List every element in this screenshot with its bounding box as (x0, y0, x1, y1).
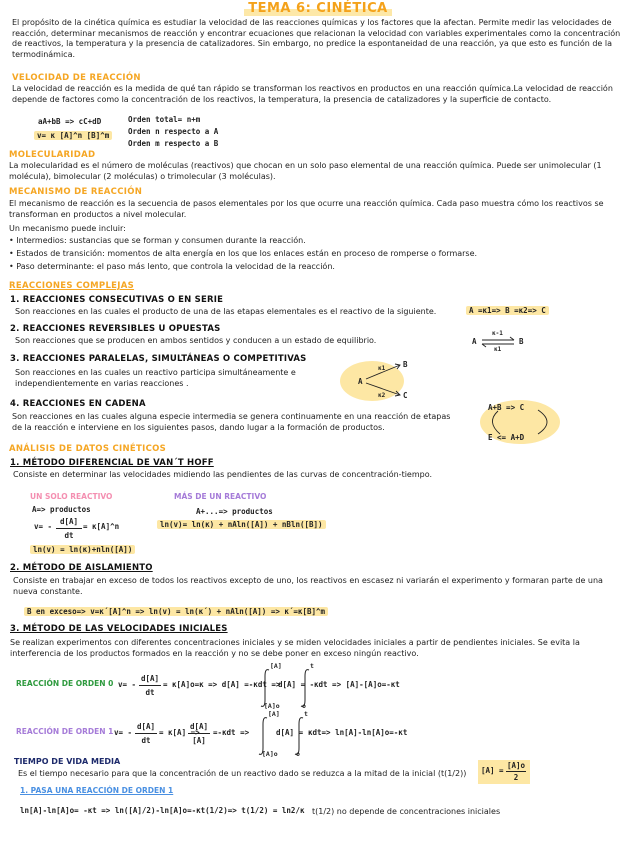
k2-label: κ2 (378, 392, 386, 399)
orden0-d-text: κdt => [A]-[A]o=-κt (314, 680, 400, 689)
molecularidad-heading: MOLECULARIDAD (9, 150, 96, 160)
half-life-left: [A] = (481, 766, 504, 775)
metodo1-text: Consiste en determinar las velocidades midiendo las pendientes de las curvas de concentración-tiempo. (13, 470, 433, 479)
orden1-bar2 (188, 733, 210, 734)
reversibles-title: 2. REACCIONES REVERSIBLES U OPUESTAS (10, 324, 221, 334)
consecutivas-diagram: A =κ1=> B =κ2=> C (466, 306, 549, 315)
vida-eq-text: ln[A]-ln[A]o= -κt => ln([A]/2)-ln[A]o=-κt(1/2)=> t(1/2) = ln2/κ (20, 806, 305, 815)
orden1-lim-bot: [A]o (262, 750, 278, 758)
metodo1-title: 1. MÉTODO DIFERENCIAL DE VAN´T HOFF (10, 458, 214, 468)
orden0-lim2-top: t (310, 662, 314, 670)
orden-n: Orden n respecto a A (128, 127, 219, 136)
orden1-label: REACCIÓN DE ORDEN 1 (16, 727, 114, 736)
metodo2-text: Consiste en trabajar en exceso de todos los reactivos excepto de uno, los reactivos en escasez ni variarán el experimento y formaran parte de una nueva constante. (13, 576, 603, 596)
solo-frac-bar (56, 528, 82, 529)
orden1-e: κdt=> ln[A]-ln[A]o=-κt (308, 728, 408, 737)
orden0-c: d[A] = - (278, 680, 315, 689)
orden0-bar (139, 685, 161, 686)
vida-sub: 1. PASA UNA REACCIÓN DE ORDEN 1 (20, 786, 174, 795)
half-life-bar (506, 771, 526, 772)
mecanismo-heading: MECANISMO DE REACCIÓN (9, 187, 143, 197)
metodo2-eq-text: B en exceso=> v=κ´[A]^n => ln(v) = ln(κ´) + nAln([A]) => κ´=κ[B]^m (24, 607, 328, 616)
mas-eq: A+...=> productos (196, 507, 273, 516)
k1-label: κ1 (378, 365, 386, 372)
half-life-den: 2 (513, 773, 519, 782)
orden1-den2: [A] (192, 736, 206, 745)
complejas-heading: REACCIONES COMPLEJAS (9, 281, 135, 291)
solo-v-prefix: v= - (34, 522, 53, 531)
solo-ln: ln(v) = ln(κ)+nln([A]) (30, 545, 135, 554)
orden-m: Orden m respecto a B (128, 139, 219, 148)
orden1-a: v= - (114, 728, 133, 737)
vida-text: Es el tiempo necesario para que la concentración de un reactivo dado se reduzca a la mitad de la inicial (t(1/2)) (18, 769, 467, 778)
orden0-label: REACCIÓN DE ORDEN 0 (16, 679, 114, 688)
mecanismo-item-3: • Paso determinante: el paso más lento, que controla la velocidad de la reacción. (9, 262, 335, 271)
orden-total: Orden total= n+m (128, 115, 201, 124)
reaction-equation: aA+bB => cC+dD (38, 117, 102, 126)
orden1-d: d[A] = - (276, 728, 313, 737)
orden0-lim-top: [A] (270, 662, 282, 670)
vida-note: t(1/2) no depende de concentraciones iniciales (312, 807, 501, 816)
orden1-lim2-top: t (304, 710, 308, 718)
orden1-c: =-κdt => (213, 728, 250, 737)
solo-reactivo-label: UN SOLO REACTIVO (30, 492, 113, 501)
consecutivas-title: 1. REACCIONES CONSECUTIVAS O EN SERIE (10, 295, 224, 305)
orden1-num2: d[A] (189, 722, 209, 731)
metodo2-title: 2. MÉTODO DE AISLAMIENTO (10, 563, 153, 573)
orden0-lim2-bot: o (302, 702, 306, 710)
analisis-heading: ANÁLISIS DE DATOS CINÉTICOS (9, 444, 167, 454)
cadena-title: 4. REACCIONES EN CADENA (10, 399, 146, 409)
rate-law-equation: v= κ [A]^n [B]^m (34, 131, 112, 140)
k-forward-label: κ-1 (492, 330, 503, 337)
orden0-d (314, 680, 400, 689)
orden1-num: d[A] (136, 722, 156, 731)
mas-ln: ln(v)= ln(κ) + nAln([A]) + nBln([B]) (157, 520, 326, 529)
mecanismo-item-1: • Intermedios: sustancias que se forman y consumen durante la reacción. (9, 236, 306, 245)
velocidad-text: La velocidad de reacción es la medida de qué tan rápido se transforman los reactivos en productos en una reacción química.La velocidad de reacción depende de factores como la concentración de los reactivos, la temperatura, la presencia de catalizadores y la superficie de contacto. (12, 84, 613, 104)
vida-heading: TIEMPO DE VIDA MEDIA (14, 757, 121, 766)
orden1-lim-top: [A] (268, 710, 280, 718)
paralelas-text: Son reacciones en las cuales un reactivo participa simultáneamente e independientemente en varias reacciones . (15, 368, 296, 388)
orden0-lim-bot: [A]o (264, 702, 280, 710)
cadena-text: Son reacciones en las cuales alguna especie intermedia se genera continuamente en una reacción de etapas de la reacción e interviene en los siguientes pasos, dando lugar a la formación de productos. (12, 412, 451, 432)
orden0-num: d[A] (140, 674, 160, 683)
solo-frac-den: dt (64, 531, 74, 540)
half-life-num: [A]o (506, 761, 526, 770)
mecanismo-incluye: Un mecanismo puede incluir: (9, 224, 126, 233)
k-reverse-label: κ1 (494, 346, 502, 353)
solo-eq: A=> productos (32, 505, 91, 514)
orden1-bar (135, 733, 157, 734)
solo-frac-num: d[A] (59, 517, 79, 526)
orden0-den: dt (145, 688, 155, 697)
metodo2-eq (24, 607, 328, 616)
intro-paragraph: El propósito de la cinética química es estudiar la velocidad de las reacciones químicas y los factores que la afectan. Permite medir las velocidades de reacción, determinar mecanismos de reacción y encontrar ecuaciones que relacionan la velocidad con variables experimentales como la concentración de reactivos, la temperatura y la presencia de catalizadores. Sin embargo, no predice la espontaneidad de una reacción, ya que esto es función de la termodinámica. (12, 18, 621, 59)
parallel-diagram: A B C κ1 κ2 (340, 355, 420, 403)
chain-bottom: E <= A+D (488, 433, 525, 442)
paralelas-title: 3. REACCIONES PARALELAS, SIMULTÁNEAS O COMPETITIVAS (10, 354, 307, 364)
metodo3-title: 3. MÉTODO DE LAS VELOCIDADES INICIALES (10, 624, 228, 634)
mas-reactivo-label: MÁS DE UN REACTIVO (174, 492, 267, 501)
orden1-b: = κ[A] => (159, 728, 200, 737)
orden0-b: = κ[A]o=κ => d[A] =-κdt => (163, 680, 281, 689)
solo-v-rest: = κ[A]^n (83, 522, 120, 531)
metodo3-text: Se realizan experimentos con diferentes concentraciones iniciales y se miden velocidades iniciales a partir de pendientes iniciales. Se evita la interferencia de los productos formados en la reacción y no se debe poner en exceso ningún reactivo. (10, 638, 580, 658)
mecanismo-text: El mecanismo de reacción es la secuencia de pasos elementales por los que ocurre una reacción química. Cada paso muestra cómo los reactivos se transforman en productos a nivel molecular. (9, 199, 604, 219)
orden1-den: dt (141, 736, 151, 745)
chain-top: A+B => C (488, 403, 525, 412)
orden0-a: v= - (118, 680, 137, 689)
chain-diagram (476, 396, 566, 448)
mecanismo-item-2: • Estados de transición: momentos de alta energía en los que los enlaces están en proceso de romperse o formarse. (9, 249, 478, 258)
consecutivas-text: Son reacciones en las cuales el producto de una de las etapas elementales es el reactivo de la siguiente. (15, 307, 437, 316)
velocidad-heading: VELOCIDAD DE REACCIÓN (12, 73, 141, 83)
molecularidad-text: La molecularidad es el número de moléculas (reactivos) que chocan en un solo paso elemental de una reacción química. Puede ser unimolecular (1 molécula), bimolecular (2 moléculas) o trimolecular (3 moléculas). (9, 161, 602, 181)
reversible-diagram: A κ-1 κ1 B (470, 328, 530, 358)
orden1-lim2-bot: o (296, 750, 300, 758)
vida-eq (20, 806, 304, 815)
page-title: TEMA 6: CINÉTICA (0, 1, 636, 16)
reversibles-text: Son reacciones que se producen en ambos sentidos y conducen a un estado de equilibrio. (15, 336, 377, 345)
